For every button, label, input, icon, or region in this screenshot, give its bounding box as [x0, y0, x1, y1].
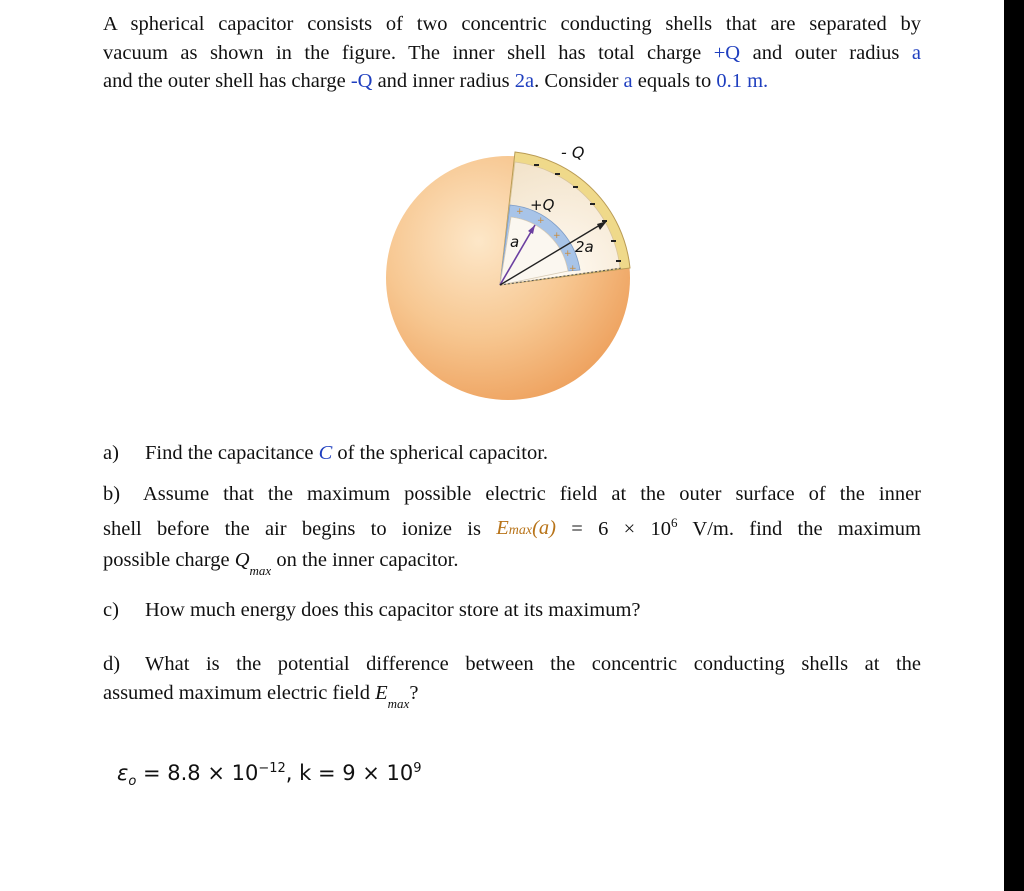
label-plus-q: +Q — [530, 196, 555, 214]
problem-intro — [103, 10, 921, 96]
physical-constants: $\varepsilon_o = 8.8 \times 10^{-12}$, $k = 9 \times 10^9$ — [117, 761, 422, 789]
svg-text:+: + — [569, 264, 577, 274]
intro-line-3: and the outer shell has charge -Q and inner radius 2a. Consider a equals to 0.1 m. — [103, 70, 769, 92]
question-b-label: b) — [103, 483, 121, 505]
intro-line-2: vacuum as shown in the figure. The inner shell has total charge +Q and outer radius a — [103, 41, 921, 64]
question-d: d) What is the potential difference between the concentric conducting shells at the assumed maximum electric field $E_{max}$? — [103, 650, 921, 709]
label-minus-q: - Q — [561, 143, 585, 162]
question-c: c) How much energy does this capacitor store at its maximum? — [103, 596, 921, 625]
radius-2a: 2a — [514, 70, 535, 92]
svg-text:+: + — [516, 207, 524, 217]
intro-line-1: A spherical capacitor consists of two concentric conducting shells that are separated by — [103, 13, 921, 35]
question-a-label: a) — [103, 442, 119, 464]
inner-charge: +Q — [713, 41, 741, 64]
question-a: a) Find the capacitance C of the spherical capacitor. — [103, 439, 921, 468]
svg-text:+: + — [537, 216, 545, 226]
svg-text:+: + — [553, 231, 561, 241]
outer-charge: -Q — [350, 70, 373, 92]
question-b: b) Assume that the maximum possible electric field at the outer surface of the inner shell before the air begins to ionize is $Emax(a) = 6 \times 10^6$ V/m. find the maximum possible charge $Q_{max}$ on the inner capacitor. — [103, 480, 921, 576]
radius-a: a — [911, 41, 921, 64]
label-2a: 2a — [575, 238, 594, 256]
question-c-label: c) — [103, 599, 119, 621]
radius-value: 0.1 m. — [716, 70, 769, 92]
label-a: a — [510, 233, 520, 251]
question-d-label: d) — [103, 653, 121, 675]
capacitor-figure — [385, 140, 635, 420]
svg-text:+: + — [564, 249, 572, 259]
